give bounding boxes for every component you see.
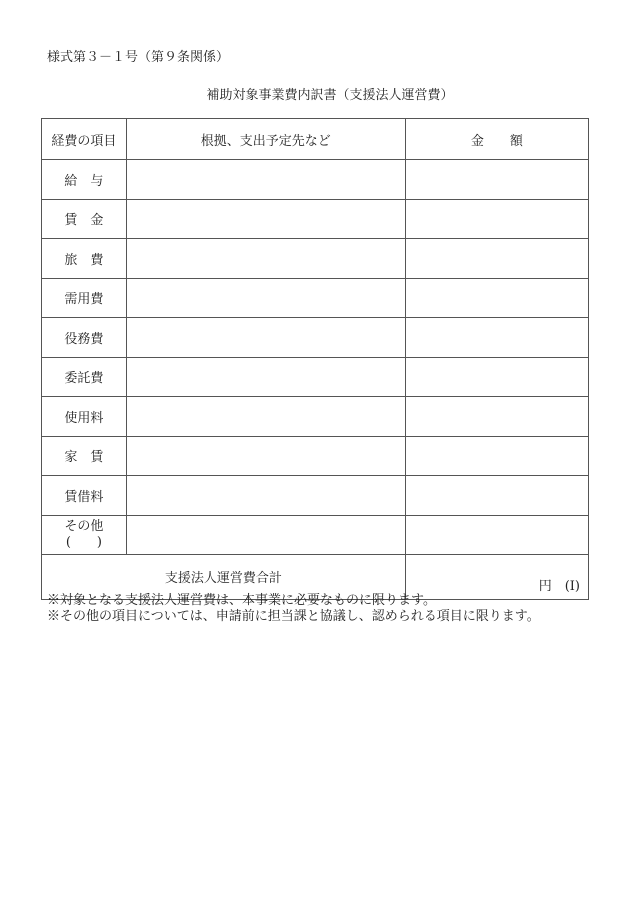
form-number: 様式第３－１号（第９条関係） <box>47 50 230 65</box>
item-label: 委託費 <box>42 357 127 397</box>
item-label: 家 賃 <box>42 436 127 476</box>
expense-breakdown-table <box>41 118 589 600</box>
header-amount: 金 額 <box>405 119 588 160</box>
basis-cell[interactable] <box>126 357 405 397</box>
other-label: その他 <box>64 518 104 534</box>
basis-cell[interactable] <box>126 278 405 318</box>
table-row <box>42 278 589 318</box>
amount-cell[interactable] <box>405 397 588 437</box>
amount-cell[interactable] <box>405 476 588 516</box>
amount-cell[interactable] <box>405 199 588 239</box>
header-item: 経費の項目 <box>42 119 127 160</box>
basis-cell[interactable] <box>126 199 405 239</box>
amount-cell[interactable] <box>405 318 588 358</box>
item-label-other <box>42 515 127 555</box>
basis-cell[interactable] <box>126 436 405 476</box>
basis-cell[interactable] <box>126 160 405 200</box>
amount-cell[interactable] <box>405 357 588 397</box>
note: ※その他の項目については、申請前に担当課と協議し、認められる項目に限ります。 <box>47 609 540 624</box>
item-label: 使用料 <box>42 397 127 437</box>
document-title: 補助対象事業費内訳書（支援法人運営費） <box>206 88 454 103</box>
basis-cell[interactable] <box>126 397 405 437</box>
table-row <box>42 476 589 516</box>
basis-cell[interactable] <box>126 515 405 555</box>
item-label: 賃借料 <box>42 476 127 516</box>
item-label: 旅 費 <box>42 239 127 279</box>
amount-cell[interactable] <box>405 278 588 318</box>
item-label: 需用費 <box>42 278 127 318</box>
table-row <box>42 397 589 437</box>
table-header-row <box>42 119 589 160</box>
amount-cell[interactable] <box>405 239 588 279</box>
amount-cell[interactable] <box>405 515 588 555</box>
other-paren: ( ) <box>65 534 102 550</box>
amount-cell[interactable] <box>405 160 588 200</box>
table-row <box>42 357 589 397</box>
total-label: 支援法人運営費合計 <box>42 555 406 600</box>
total-amount-cell[interactable]: 円 (Ⅰ) <box>405 555 588 600</box>
table-row <box>42 318 589 358</box>
basis-cell[interactable] <box>126 239 405 279</box>
item-label: 役務費 <box>42 318 127 358</box>
note: ※対象となる支援法人運営費は、本事業に必要なものに限ります。 <box>47 593 436 608</box>
table-row <box>42 436 589 476</box>
notes <box>47 593 540 625</box>
header-basis: 根拠、支出予定先など <box>126 119 405 160</box>
basis-cell[interactable] <box>126 476 405 516</box>
table-row <box>42 239 589 279</box>
basis-cell[interactable] <box>126 318 405 358</box>
table-row <box>42 515 589 555</box>
amount-cell[interactable] <box>405 436 588 476</box>
table-row <box>42 199 589 239</box>
item-label: 賃 金 <box>42 199 127 239</box>
item-label: 給 与 <box>42 160 127 200</box>
table-row <box>42 160 589 200</box>
